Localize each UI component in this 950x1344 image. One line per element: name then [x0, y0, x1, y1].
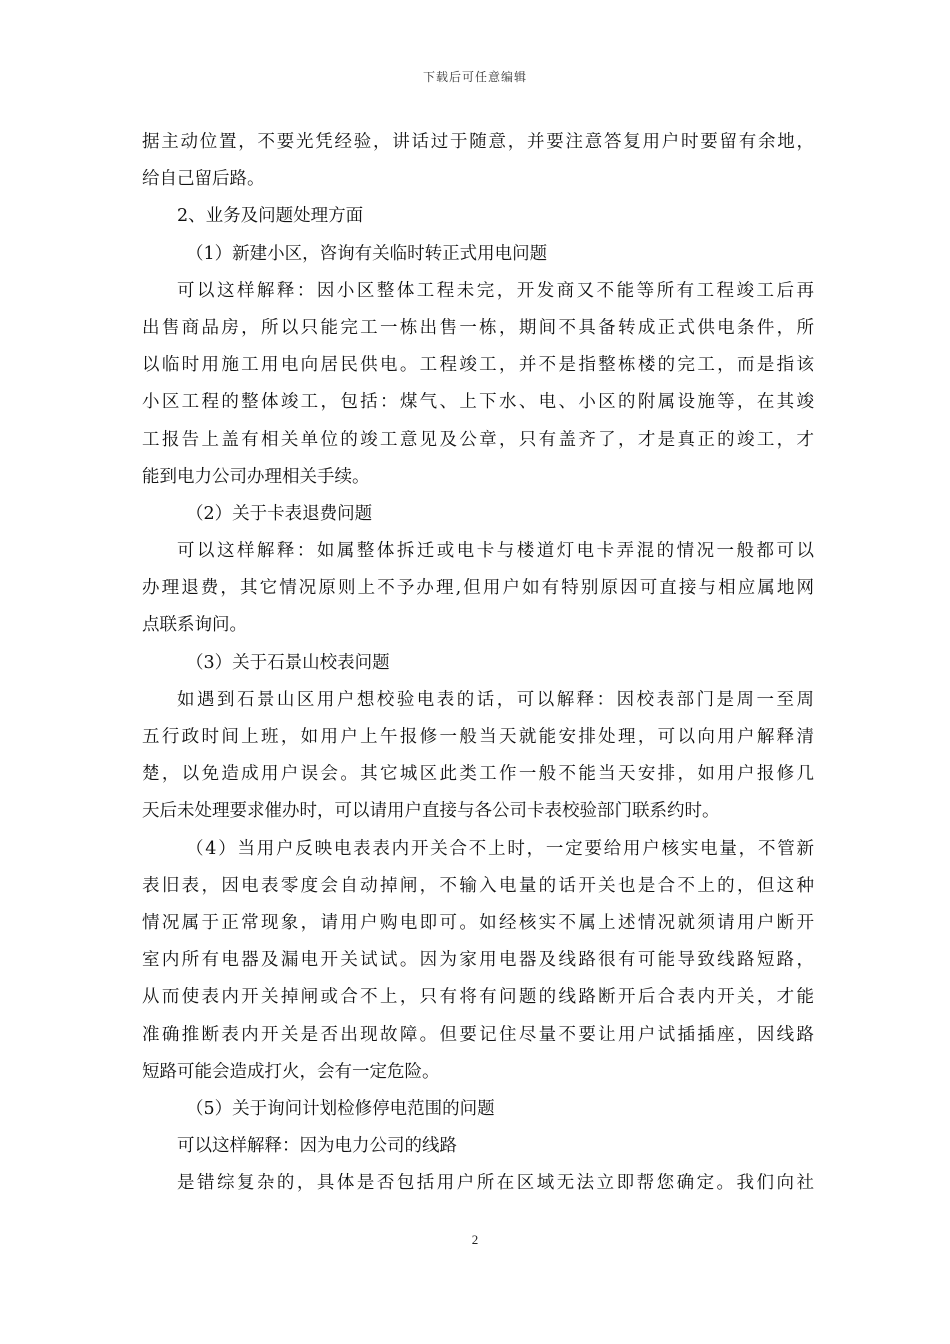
text-line: （3）关于石景山校表问题	[186, 652, 390, 673]
text-line: 点联系询问。	[142, 615, 247, 636]
text-line: 室内所有电器及漏电开关试试。因为家用电器及线路很有可能导致线路短路，	[142, 950, 814, 971]
text-line: 工报告上盖有相关单位的竣工意见及公章，只有盖齐了，才是真正的竣工，才	[142, 429, 814, 450]
page-header: 下载后可任意编辑	[422, 70, 527, 84]
text-line: 准确推断表内开关是否出现故障。但要记住尽量不要让用户试插插座，因线路	[142, 1024, 814, 1045]
text-line: 办理退费，其它情况原则上不予办理,但用户如有特别原因可直接与相应属地网	[142, 578, 814, 599]
text-line: 情况属于正常现象，请用户购电即可。如经核实不属上述情况就须请用户断开	[142, 912, 814, 933]
page-number: 2	[471, 1232, 479, 1247]
text-line: （5）关于询问计划检修停电范围的问题	[186, 1098, 495, 1119]
text-line: 是错综复杂的，具体是否包括用户所在区域无法立即帮您确定。我们向社	[177, 1173, 814, 1194]
text-line: （4）当用户反映电表表内开关合不上时，一定要给用户核实电量，不管新	[186, 838, 814, 859]
text-line: 楚，以免造成用户误会。其它城区此类工作一般不能当天安排，如用户报修几	[142, 764, 814, 785]
text-line: 可以这样解释：因为电力公司的线路	[177, 1136, 457, 1157]
text-line: 短路可能会造成打火，会有一定危险。	[142, 1061, 440, 1082]
text-line: 据主动位置，不要光凭经验，讲话过于随意，并要注意答复用户时要留有余地，	[142, 132, 814, 152]
text-line: 可以这样解释：如属整体拆迁或电卡与楼道灯电卡弄混的情况一般都可以	[177, 541, 814, 562]
text-line: 给自己留后路。	[142, 169, 265, 190]
text-line: 可以这样解释：因小区整体工程未完，开发商又不能等所有工程竣工后再	[177, 280, 814, 301]
text-line: （2）关于卡表退费问题	[186, 503, 373, 524]
text-line: 小区工程的整体竣工，包括：煤气、上下水、电、小区的附属设施等，在其竣	[142, 392, 814, 413]
text-line: 能到电力公司办理相关手续。	[142, 466, 370, 487]
text-line: 以临时用施工用电向居民供电。工程竣工，并不是指整栋楼的完工，而是指该	[142, 355, 814, 376]
text-line: 天后未处理要求催办时，可以请用户直接与各公司卡表校验部门联系约时。	[142, 801, 720, 822]
text-line: 表旧表，因电表零度会自动掉闸，不输入电量的话开关也是合不上的，但这种	[142, 875, 814, 896]
text-line: 出售商品房，所以只能完工一栋出售一栋，期间不具备转成正式供电条件，所	[142, 317, 814, 338]
text-line: 五行政时间上班，如用户上午报修一般当天就能安排处理，可以向用户解释清	[142, 727, 814, 747]
document-body	[142, 124, 814, 1202]
text-line: 2、业务及问题处理方面	[177, 206, 364, 227]
text-line: 如遇到石景山区用户想校验电表的话，可以解释：因校表部门是周一至周	[177, 689, 814, 710]
text-line: （1）新建小区，咨询有关临时转正式用电问题	[186, 243, 548, 264]
text-line: 从而使表内开关掉闸或合不上，只有将有问题的线路断开后合表内开关，才能	[142, 987, 814, 1008]
